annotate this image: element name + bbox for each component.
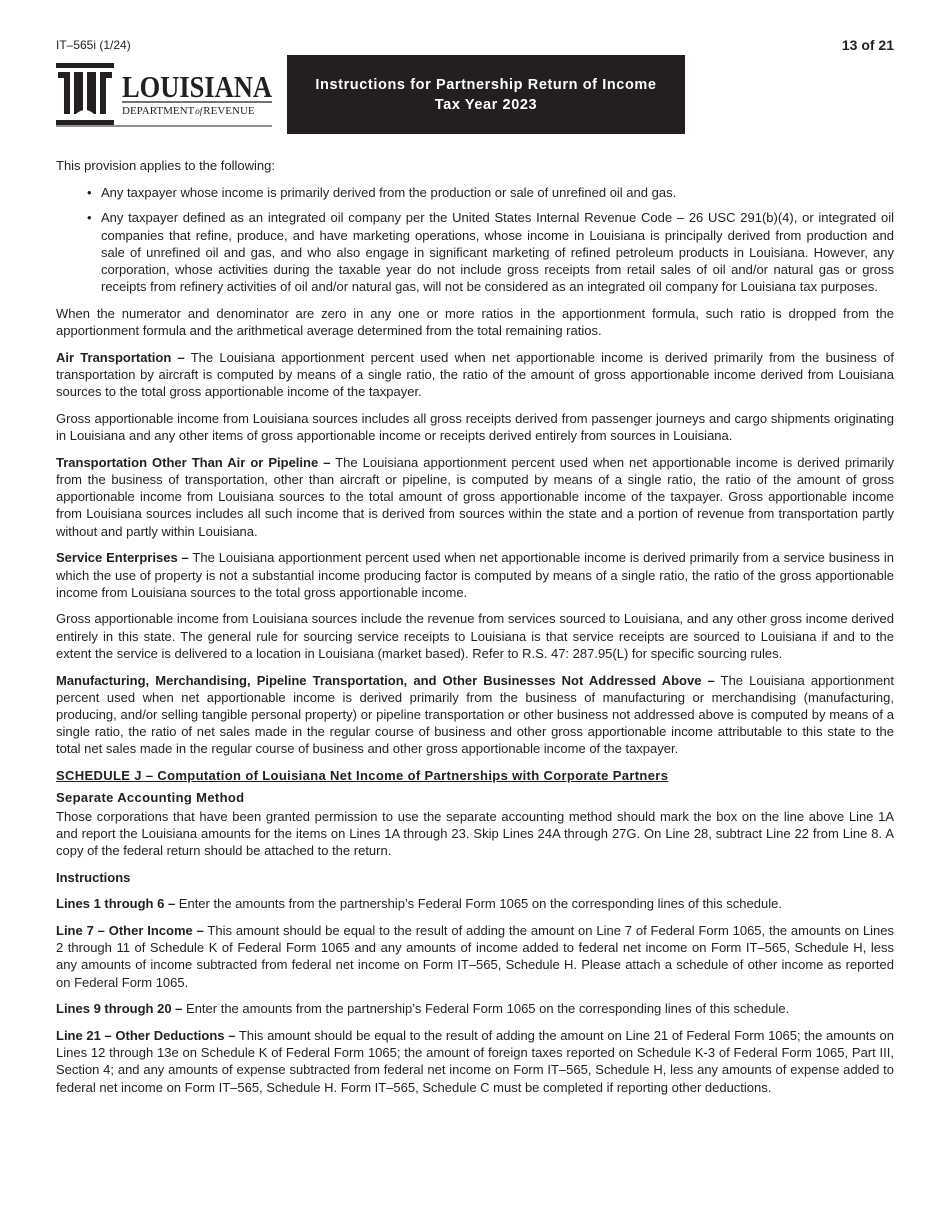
instructions-heading: Instructions (56, 869, 131, 885)
banner-title: Instructions for Partnership Return of Income (315, 76, 657, 93)
service-enterprises-paragraph: Service Enterprises – The Louisiana apportionment percent used when net apportionable income is derived primarily from a service business in which the use of property is not a substantial income producing factor is computed by means of a single ratio, the ratio of the gross apportionable income from Louisiana sources to the total gross apportionable income. (56, 550, 894, 600)
line-21-paragraph: Line 21 – Other Deductions – This amount should be equal to the result of adding the amount on Line 21 of Federal Form 1065; the amounts on Lines 12 through 13e on Schedule K of Federal Form 1065; the amount of foreign taxes reported on Schedule K-3 of Federal Form 1065, Part III, Section 4; and any amounts of expense subtracted from federal net income on Form IT–565, Schedule H, less any amounts of expense added to federal net income on Form IT–565, Schedule H. Form IT–565, Schedule C must be completed if reporting other deductions. (56, 1028, 894, 1095)
manufacturing-paragraph: Manufacturing, Merchandising, Pipeline Transportation, and Other Businesses Not Addressed Above – The Louisiana apportionment percent used when net apportionable income is derived primarily from the business of manufacturing or merchandising (manufacturing, producing, and/or selling tangible personal property) or pipeline transportation or other business not addressed above is computed by means of a single ratio, the ratio of net sales made in the regular course of business and other gross apportionable income attributable to this state to the total net sales made in the regular course of business and other gross apportionable income of the taxpayer. (56, 672, 894, 757)
list-item: • Any taxpayer defined as an integrated oil company per the United States Internal Revenue Code – 26 USC 291(b)(4), or integrated oil companies that refine, produce, and have marketing operations, whose income in Louisiana is principally derived from production and sale of unrefined oil and gas, and who also engage in significant marketing of refined petroleum products in Louisiana. However, any corporation, whose activities during the taxable year do not include gross receipts from retail sales of oil and/or natural gas or gross receipts from refinery activities of oil and/or natural gas, will not be considered as an integrated oil company for Louisiana tax purposes. (56, 209, 894, 295)
transportation-heading: Transportation Other Than Air or Pipeline – (56, 454, 331, 470)
service-enterprises-heading: Service Enterprises – (56, 550, 189, 566)
louisiana-dept-revenue-logo (56, 62, 286, 130)
gross-air-paragraph: Gross apportionable income from Louisiana sources includes all gross receipts derived from passenger journeys and cargo shipments originating in Louisiana and any other items of gross apportionable income or receipts derived entirely from sources in Louisiana. (56, 410, 894, 444)
banner-tax-year: Tax Year 2023 (434, 96, 538, 113)
title-banner (287, 55, 685, 134)
provision-list (56, 184, 894, 296)
transportation-paragraph: Transportation Other Than Air or Pipeline – The Louisiana apportionment percent used when net apportionable income is derived primarily from the business of transportation, other than aircraft or pipeline, is computed by means of a single ratio, the ratio of the amount of gross apportionable income from Louisiana sources to the total amount of gross apportionable income of the taxpayer. Gross apportionable income from Louisiana sources includes all such income that is derived from sources within the state and a portion of revenue from transportation partly without and partly within Louisiana. (56, 454, 894, 539)
air-transportation-paragraph: Air Transportation – The Louisiana apportionment percent used when net apportionable income is derived primarily from the business of transportation by aircraft is computed by means of a single ratio, the ratio of the amount of gross apportionable income derived from Louisiana sources to the total gross apportionable income of the taxpayer. (56, 349, 894, 400)
schedule-j-title: SCHEDULE J – Computation of Louisiana Net Income of Partnerships with Corporate Partners (56, 768, 669, 784)
separate-accounting-paragraph: Those corporations that have been granted permission to use the separate accounting method should mark the box on the line above Line 1A and report the Louisiana amounts for the items on Lines 1A through 23. Skip Lines 24A through 27G. On Line 28, subtract Line 22 from Line 8. A copy of the federal return should be attached to the return. (56, 808, 894, 858)
ratio-paragraph: When the numerator and denominator are zero in any one or more ratios in the apportionment formula, such ratio is dropped from the apportionment formula and the arithmetical average determined from the total remaining ratios. (56, 305, 894, 339)
separate-accounting-heading: Separate Accounting Method (56, 790, 245, 806)
line-7-paragraph: Line 7 – Other Income – This amount should be equal to the result of adding the amount on Line 7 of Federal Form 1065, the amounts on Lines 2 through 11 of Schedule K of Federal Form 1065 and any amounts of income added to federal net income on Form IT–565, Schedule H, less any amounts of income subtracted from federal net income on Form IT–565, Schedule H. Please attach a schedule of other income as reported on Federal Form 1065. (56, 923, 894, 990)
intro-paragraph: This provision applies to the following: (56, 158, 275, 173)
page-number: 13 of 21 (841, 37, 894, 53)
lines-9-20-paragraph: Lines 9 through 20 – Enter the amounts from the partnership’s Federal Form 1065 on the corresponding lines of this schedule. (56, 1001, 790, 1017)
logo-department: DEPARTMENTofREVENUE (122, 105, 255, 117)
manufacturing-heading: Manufacturing, Merchandising, Pipeline Transportation, and Other Businesses Not Addressed Above – (56, 672, 715, 688)
instructions-body (56, 157, 894, 1105)
capitol-icon (56, 62, 286, 130)
air-transportation-heading: Air Transportation – (56, 349, 185, 365)
logo-wordmark: LOUISIANA (122, 69, 273, 104)
gross-service-paragraph: Gross apportionable income from Louisiana sources include the revenue from services sourced to Louisiana, and any other gross income derived entirely in this state. The general rule for sourcing service receipts to Louisiana is that service receipts are sourced to Louisiana if and to the extent the service is delivered to a location in Louisiana (market based). Refer to R.S. 47: 287.95(L) for specific sourcing rules. (56, 611, 894, 661)
lines-1-6-paragraph: Lines 1 through 6 – Enter the amounts from the partnership’s Federal Form 1065 on the corresponding lines of this schedule. (56, 896, 782, 912)
list-item: • Any taxpayer whose income is primarily derived from the production or sale of unrefined oil and gas. (56, 184, 894, 201)
form-id: IT–565i (1/24) (56, 38, 131, 52)
